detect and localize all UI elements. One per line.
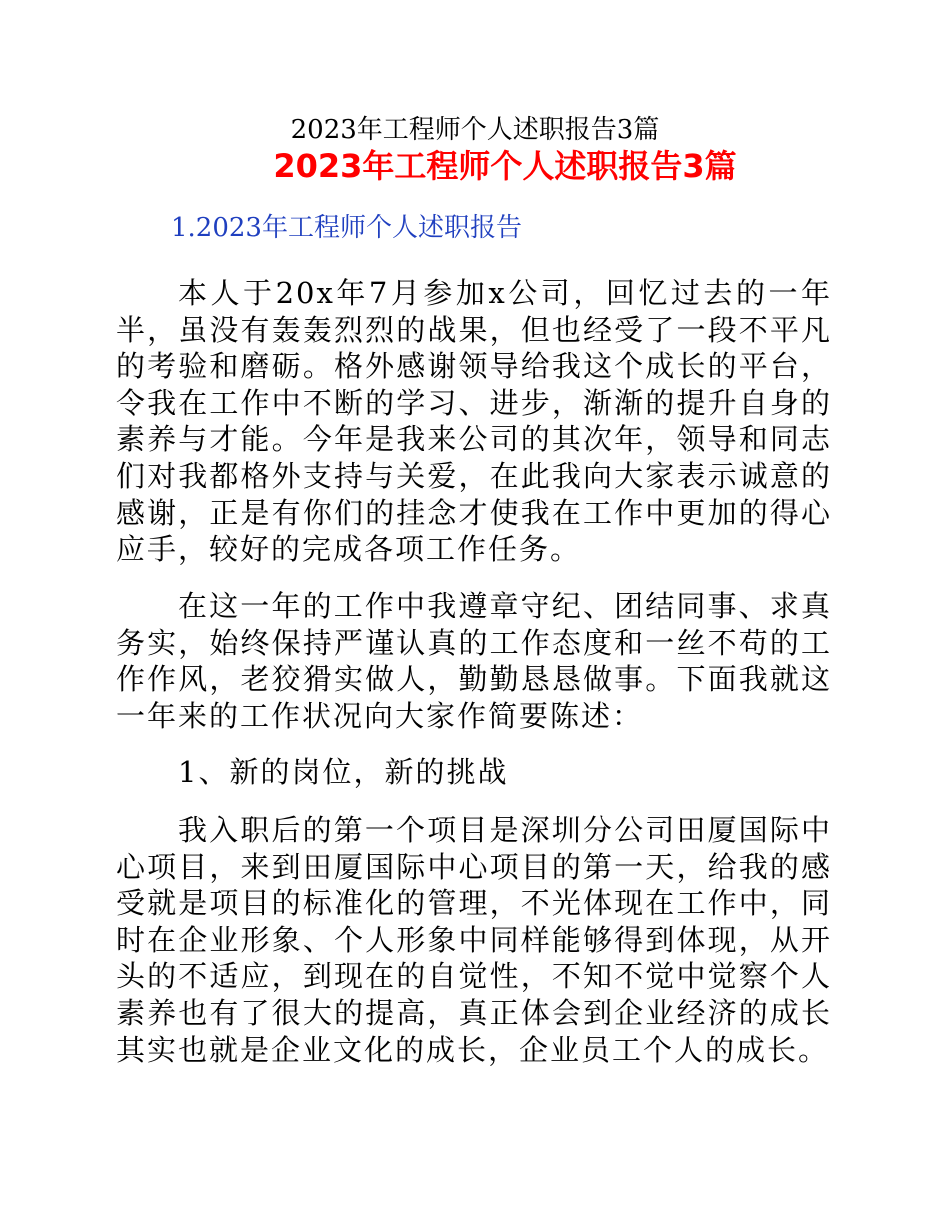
document-title: 2023年工程师个人述职报告3篇 <box>290 115 660 145</box>
section-heading: 1.2023年工程师个人述职报告 <box>171 213 522 243</box>
document-heading: 2023年工程师个人述职报告3篇 <box>273 147 737 185</box>
paragraph-summary: 在这一年的工作中我遵章守纪、团结同事、求真务实，始终保持严谨认真的工作态度和一丝不苟的工作作风，老狡猾实做人，勤勤恳恳做事。下面我就这一年来的工作状况向大家作简要陈述： <box>116 589 832 733</box>
paragraph-first-project: 我入职后的第一个项目是深圳分公司田厦国际中心项目，来到田厦国际中心项目的第一天，给我的感受就是项目的标准化的管理，不光体现在工作中，同时在企业形象、个人形象中同样能够得到体现，从开头的不适应，到现在的自觉性，不知不觉中觉察个人素养也有了很大的提高，真正体会到企业经济的成长其实也就是企业文化的成长，企业员工个人的成长。 <box>116 813 832 1067</box>
subheading-new-position: 1、新的岗位，新的挑战 <box>178 755 509 789</box>
paragraph-intro: 本人于20x年7月参加x公司，回忆过去的一年半，虽没有轰轰烈烈的战果，但也经受了一段不平凡的考验和磨砺。格外感谢领导给我这个成长的平台，令我在工作中不断的学习、进步，渐渐的提升自身的素养与才能。今年是我来公司的其次年，领导和同志们对我都格外支持与关爱，在此我向大家表示诚意的感谢，正是有你们的挂念才使我在工作中更加的得心应手，较好的完成各项工作任务。 <box>116 276 832 567</box>
